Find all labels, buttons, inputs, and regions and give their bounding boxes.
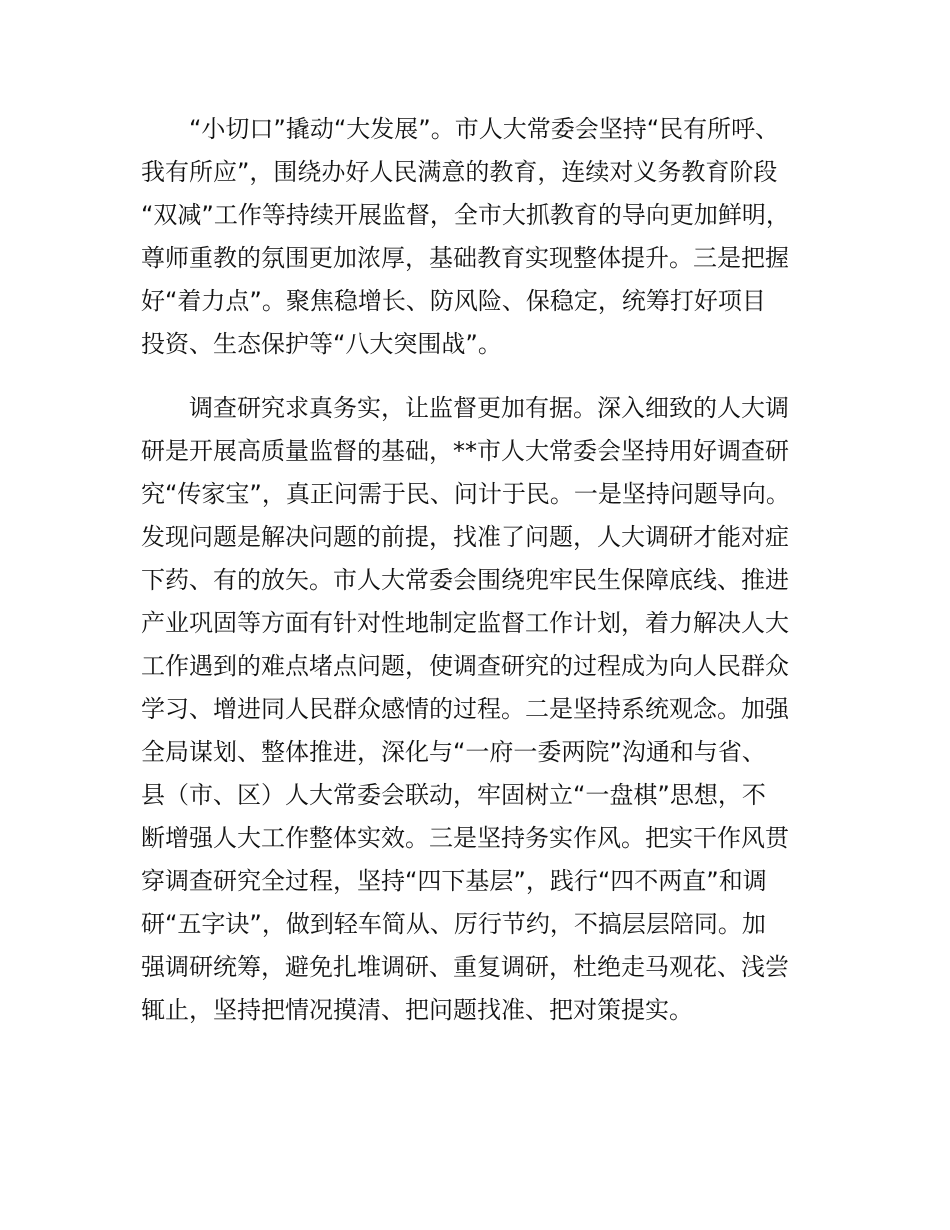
paragraph-2-line-7: 工作遇到的难点堵点问题，使调查研究的过程成为向人民群众 (141, 652, 789, 680)
paragraph-2-line-1: 调查研究求真务实，让监督更加有据。深入细致的人大调 (141, 394, 789, 422)
paragraph-2-line-11: 断增强人大工作整体实效。三是坚持务实作风。把实干作风贯 (141, 824, 789, 852)
paragraph-1-line-2: 我有所应”，围绕办好人民满意的教育，连续对义务教育阶段 (141, 158, 778, 186)
paragraph-1-line-3: “双减”工作等持续开展监督，全市大抓教育的导向更加鲜明， (141, 201, 790, 229)
paragraph-2-line-14: 强调研统筹，避免扎堆调研、重复调研，杜绝走马观花、浅尝 (141, 953, 789, 981)
paragraph-2-line-2: 研是开展高质量监督的基础，**市人大常委会坚持用好调查研 (141, 437, 789, 465)
paragraph-2-line-3: 究“传家宝”，真正问需于民、问计于民。一是坚持问题导向。 (141, 480, 790, 508)
paragraph-1-line-4: 尊师重教的氛围更加浓厚，基础教育实现整体提升。三是把握 (141, 244, 789, 272)
paragraph-1-line-5: 好“着力点”。聚焦稳增长、防风险、保稳定，统筹打好项目 (141, 287, 766, 315)
paragraph-2-line-15: 辄止，坚持把情况摸清、把问题找准、把对策提实。 (141, 996, 693, 1024)
paragraph-1-line-1: “小切口”撬动“大发展”。市人大常委会坚持“民有所呼、 (141, 115, 780, 143)
paragraph-2-line-6: 产业巩固等方面有针对性地制定监督工作计划，着力解决人大 (141, 609, 789, 637)
paragraph-2-line-9: 全局谋划、整体推进，深化与“一府一委两院”沟通和与省、 (141, 738, 766, 766)
paragraph-2-line-8: 学习、增进同人民群众感情的过程。二是坚持系统观念。加强 (141, 695, 789, 723)
paragraph-2-line-13: 研“五字诀”，做到轻车简从、厉行节约，不搞层层陪同。加 (141, 910, 766, 938)
paragraph-1-line-6: 投资、生态保护等“八大突围战”。 (141, 330, 502, 358)
paragraph-2-line-10: 县（市、区）人大常委会联动，牢固树立“一盘棋”思想，不 (141, 781, 766, 809)
paragraph-2-line-12: 穿调查研究全过程，坚持“四下基层”，践行“四不两直”和调 (141, 867, 767, 895)
paragraph-2-line-4: 发现问题是解决问题的前提，找准了问题，人大调研才能对症 (141, 523, 789, 551)
paragraph-2-line-5: 下药、有的放矢。市人大常委会围绕兜牢民生保障底线、推进 (141, 566, 789, 594)
